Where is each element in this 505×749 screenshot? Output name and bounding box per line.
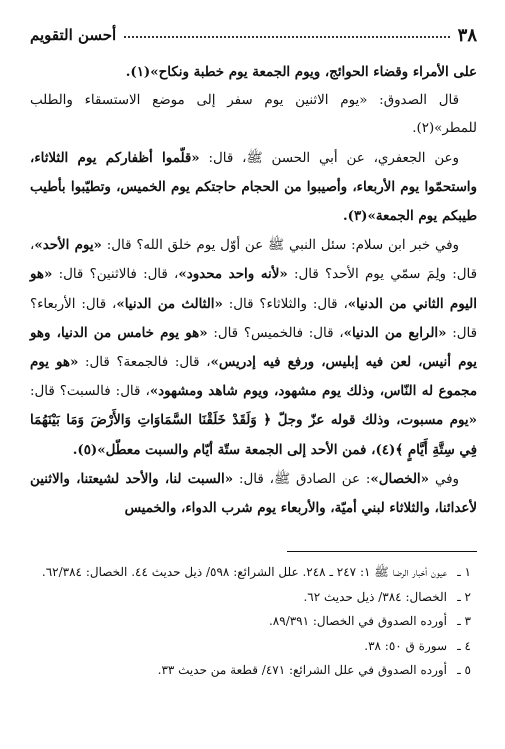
footnote-text: أورده الصدوق في علل الشرائع: ٤٧١/ قطعة من حديث ٣٣. bbox=[157, 663, 447, 678]
footnote-number: ٥ ـ bbox=[457, 663, 471, 678]
text-run: وفي bbox=[429, 471, 459, 487]
bold-text: «يوم الأحد» bbox=[34, 237, 102, 254]
text-run: ، قال: فالجمعة؟ قال: bbox=[78, 355, 211, 371]
paragraph bbox=[30, 465, 477, 523]
paragraph bbox=[30, 87, 477, 143]
text-run: : عن الصادق ﷺ، قال: bbox=[233, 471, 371, 487]
footnote-number: ٣ ـ bbox=[457, 614, 471, 629]
header-dotted-rule bbox=[124, 36, 449, 38]
bold-text: «هو يوم خامس من الدنيا، وهو يوم أنيس، لعن فيه إبليس، ورفع فيه إدريس» bbox=[30, 324, 477, 371]
bold-text: «السبت لنا، والأحد لشيعتنا، والاثنين لأعدائنا، والثلاثاء لبني أميّة، والأربعاء يوم شرب الدواء، والخميس bbox=[30, 470, 477, 517]
text-run: قال الصدوق: «يوم الاثنين يوم سفر إلى موضع الاستسقاء والطلب للمطر»(٢). bbox=[30, 93, 477, 137]
footnote bbox=[30, 560, 471, 585]
main-text bbox=[30, 58, 477, 523]
bold-text: «الرابع من الدنيا» bbox=[343, 324, 447, 341]
footnote-number: ٤ ـ bbox=[457, 638, 471, 653]
bold-text: «يوم مسبوت، وذلك قوله عزّ وجلّ ﴿ وَلَقَدْ خَلَقْنَا السَّمَاوَاتِ وَالأَرْضَ وَمَا بَيْنَهُمَا فِي سِتَّةِ أَيَّامٍ ﴾(٤)، فمن الأحد إلى الجمعة ستّة أيّام والسبت معطّل»(٥). bbox=[30, 412, 477, 458]
bold-text: «الخصال» bbox=[370, 470, 430, 487]
footnote-text: الخصال: ٣٨٤/ ذيل حديث ٦٢. bbox=[303, 589, 447, 604]
bold-text: على الأمراء وقضاء الحوائج، ويوم الجمعة يوم خطبة ونكاح»(١). bbox=[125, 64, 477, 80]
footnote bbox=[30, 585, 471, 610]
text-run: ، قال: فالاثنين؟ قال: bbox=[52, 267, 179, 283]
bold-text: «لأنه واحد محدود» bbox=[178, 266, 288, 283]
text-run: ، قال: الأربعاء؟ قال: bbox=[30, 296, 477, 341]
book-title: أحسن التقويم bbox=[30, 26, 117, 44]
footnote-divider bbox=[287, 551, 477, 552]
text-run: وعن الجعفري، عن أبي الحسن ﷺ، قال: bbox=[199, 150, 459, 166]
running-header bbox=[30, 22, 477, 48]
footnote bbox=[30, 658, 471, 683]
footnote bbox=[30, 634, 471, 659]
footnote-text: عيون أخبار الرضا ﷺ ١: ٢٤٧ ـ ٢٤٨. علل الشرائع: ٥٩٨/ ذيل حديث ٤٤. الخصال: ٦٢/٣٨٤. bbox=[41, 565, 447, 580]
footnote-number: ٢ ـ bbox=[457, 589, 471, 604]
paragraph bbox=[30, 231, 477, 465]
footnote-text: سورة ق ٥٠: ٣٨. bbox=[364, 638, 447, 653]
bold-text: «قلّموا أظفاركم يوم الثلاثاء، واستحمّوا يوم الأربعاء، وأصيبوا من الحجام حاجتكم يوم الخميس، وتطيّبوا بأطيب طيبكم يوم الجمعة»(٣). bbox=[30, 149, 477, 225]
page-number: ٣٨ bbox=[457, 24, 477, 46]
text-run: ، قال: ولِمَ سمّي يوم الأحد؟ قال: bbox=[30, 238, 477, 283]
text-run: ، قال: والثلاثاء؟ قال: bbox=[222, 296, 348, 312]
paragraph bbox=[30, 58, 477, 87]
paragraph bbox=[30, 144, 477, 232]
bold-text: «هو يوم مجموع له النّاس، وذلك يوم مشهود، ويوم شاهد ومشهود» bbox=[30, 354, 477, 400]
bold-text: «الثالث من الدنيا» bbox=[116, 295, 223, 312]
bold-text: «هو اليوم الثاني من الدنيا» bbox=[30, 266, 477, 312]
footnote-number: ١ ـ bbox=[457, 565, 471, 580]
footnote-text: أورده الصدوق في الخصال: ٨٩/٣٩١. bbox=[268, 614, 447, 629]
text-run: وفي خبر ابن سلام: سئل النبي ﷺ عن أوّل يوم خلق الله؟ قال: bbox=[101, 238, 460, 254]
text-run: ، قال: فالخميس؟ قال: bbox=[207, 325, 344, 341]
footnote bbox=[30, 609, 471, 634]
text-run: ، قال: فالسبت؟ قال: bbox=[30, 384, 150, 400]
footnotes bbox=[30, 560, 477, 683]
